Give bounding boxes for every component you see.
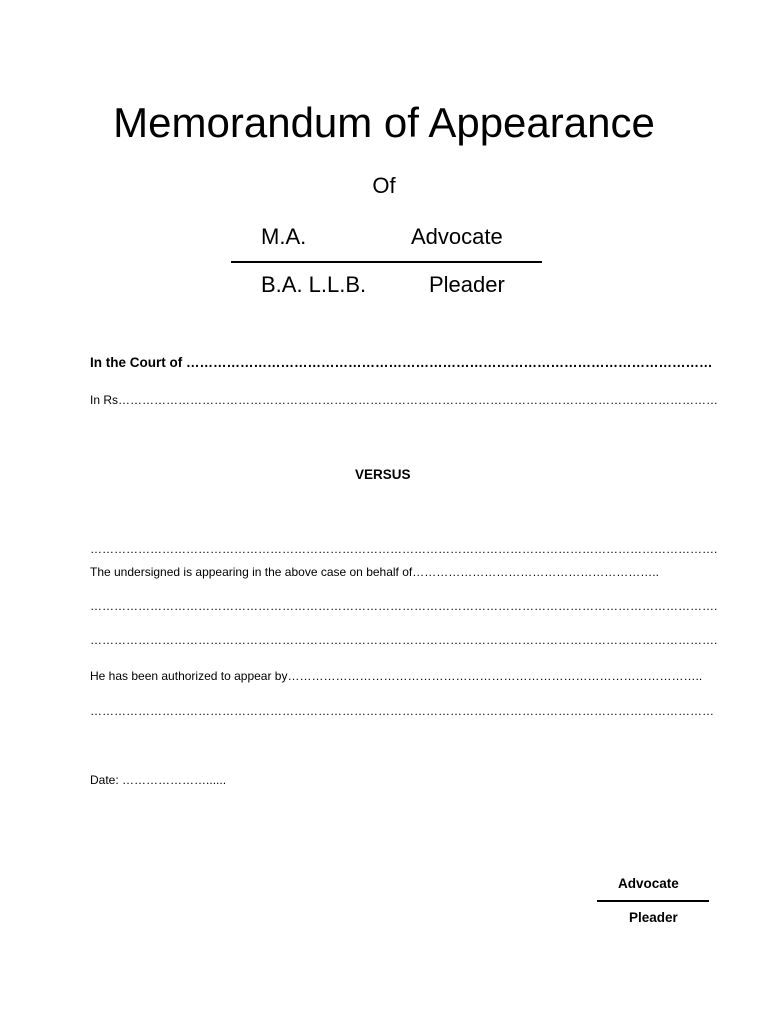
appearing-label: The undersigned is appearing in the above case on behalf of	[90, 565, 413, 579]
date-dots: …………………......	[122, 773, 227, 787]
date-label: Date:	[90, 773, 119, 787]
page-title: Memorandum of Appearance	[113, 99, 655, 146]
qualification-ma: M.A.	[261, 224, 307, 249]
blank-line: …………………………………………………………………………………………………………………………………………	[90, 704, 714, 718]
blank-line: ………………………………………………………………………………………………………………………………………….	[90, 542, 718, 556]
authorized-label: He has been authorized to appear by	[90, 669, 288, 683]
blank-line: ………………………………………………………………………………………………………………………………………….	[90, 633, 718, 647]
in-rs-dots: ……………………………………………………………………………………………………………………………………	[118, 393, 719, 407]
authorized-dots: …………………………………………………………………………………………..	[287, 669, 703, 683]
signature-pleader: Pleader	[629, 910, 678, 925]
versus-heading: VERSUS	[355, 467, 411, 482]
in-rs-line	[90, 392, 718, 408]
qualification-divider	[231, 261, 542, 263]
qualification-advocate: Advocate	[411, 224, 503, 249]
date-line	[90, 772, 226, 788]
court-dots: ………………………………………………………………………………………………………	[186, 355, 713, 370]
of-text: Of	[372, 173, 396, 198]
qualification-pleader: Pleader	[429, 272, 505, 297]
qualification-ballb: B.A. L.L.B.	[261, 272, 367, 297]
signature-divider	[597, 900, 709, 902]
signature-advocate: Advocate	[618, 876, 679, 891]
court-line	[90, 354, 713, 372]
court-label: In the Court of	[90, 355, 183, 370]
blank-line: ………………………………………………………………………………………………………………………………………….	[90, 599, 718, 613]
in-rs-label: In Rs	[90, 393, 119, 407]
authorized-line	[90, 668, 702, 684]
appearing-line	[90, 564, 659, 580]
appearing-dots: ……………………………………………………..	[412, 565, 659, 579]
